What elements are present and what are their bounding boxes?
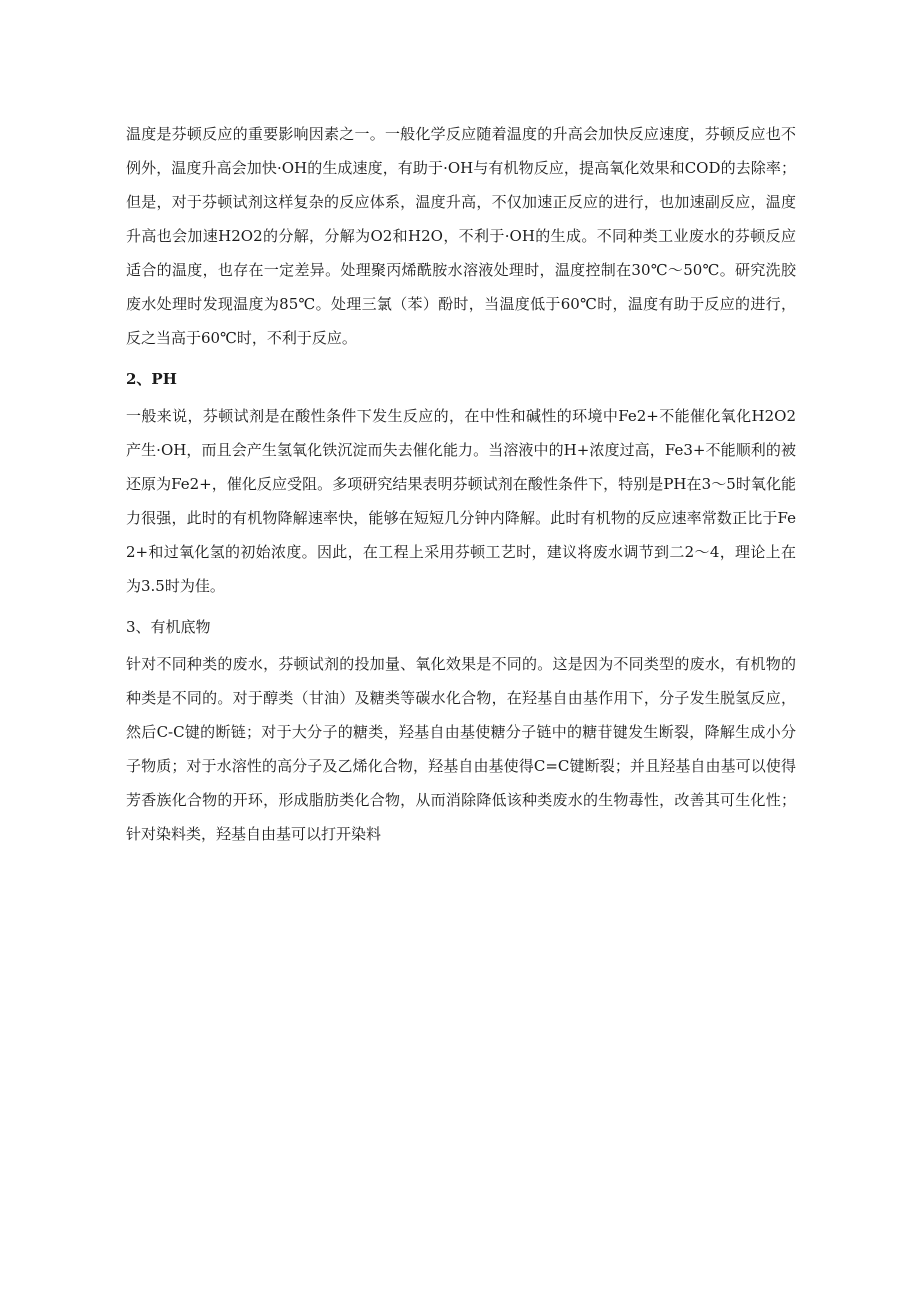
document-body — [126, 117, 796, 851]
section-paragraph-ph: 一般来说，芬顿试剂是在酸性条件下发生反应的，在中性和碱性的环境中Fe2+不能催化氧化H2O2产生·OH，而且会产生氢氧化铁沉淀而失去催化能力。当溶液中的H+浓度过高，Fe3+不能顺利的被还原为Fe2+，催化反应受阻。多项研究结果表明芬顿试剂在酸性条件下，特别是PH在3～5时氧化能力很强，此时的有机物降解速率快，能够在短短几分钟内降解。此时有机物的反应速率常数正比于Fe2+和过氧化氢的初始浓度。因此，在工程上采用芬顿工艺时，建议将废水调节到二2～4，理论上在为3.5时为佳。 — [126, 407, 796, 595]
section-heading-organic: 3、有机底物 — [126, 618, 211, 636]
section-paragraph-organic: 针对不同种类的废水，芬顿试剂的投加量、氧化效果是不同的。这是因为不同类型的废水，有机物的种类是不同的。对于醇类（甘油）及糖类等碳水化合物，在羟基自由基作用下，分子发生脱氢反应，然后C-C键的断链；对于大分子的糖类，羟基自由基使糖分子链中的糖苷键发生断裂，降解生成小分子物质；对于水溶性的高分子及乙烯化合物，羟基自由基使得C=C键断裂；并且羟基自由基可以使得芳香族化合物的开环，形成脂肪类化合物，从而消除降低该种类废水的生物毒性，改善其可生化性；针对染料类，羟基自由基可以打开染料 — [126, 655, 796, 843]
intro-paragraph: 温度是芬顿反应的重要影响因素之一。一般化学反应随着温度的升高会加快反应速度，芬顿反应也不例外，温度升高会加快·OH的生成速度，有助于·OH与有机物反应，提高氧化效果和COD的去除率；但是，对于芬顿试剂这样复杂的反应体系，温度升高，不仅加速正反应的进行，也加速副反应，温度升高也会加速H2O2的分解，分解为O2和H2O，不利于·OH的生成。不同种类工业废水的芬顿反应适合的温度，也存在一定差异。处理聚丙烯酰胺水溶液处理时，温度控制在30℃～50℃。研究洗胶废水处理时发现温度为85℃。处理三氯（苯）酚时，当温度低于60℃时，温度有助于反应的进行，反之当高于60℃时，不利于反应。 — [126, 125, 796, 347]
section-heading-ph: 2、PH — [126, 370, 177, 388]
